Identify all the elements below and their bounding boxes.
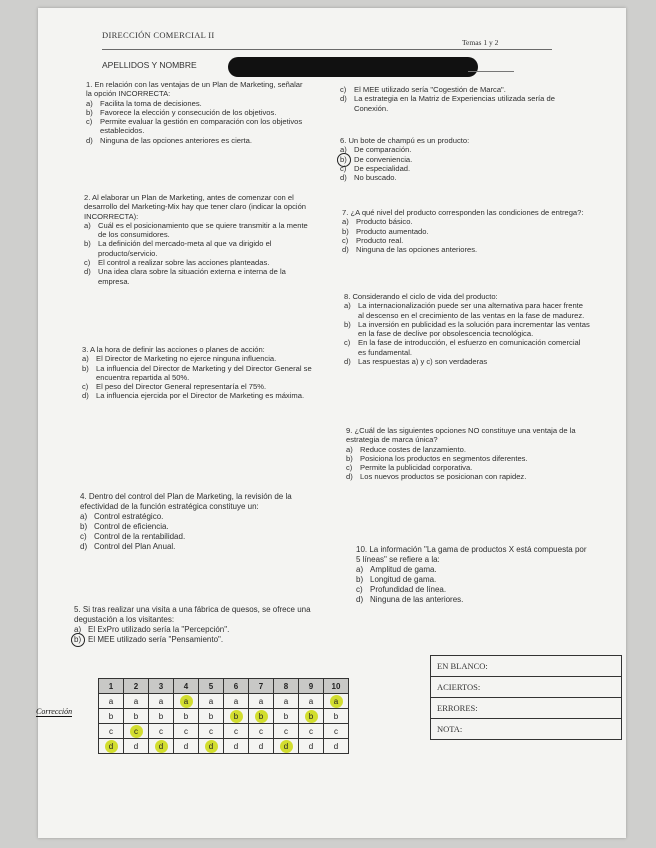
question-number: 1	[99, 679, 124, 694]
error-count-field[interactable]: ERRORES:	[431, 698, 622, 719]
option-c[interactable]: c) El peso del Director General representaría el 75%.	[82, 382, 267, 392]
option-d[interactable]: d) Control del Plan Anual.	[80, 542, 176, 551]
answer-cell[interactable]: d	[174, 739, 199, 754]
option-a[interactable]: a) Reduce costes de lanzamiento.	[346, 444, 466, 454]
answer-cell-selected[interactable]: d	[149, 739, 174, 754]
question-10	[356, 545, 592, 605]
question-number: 8	[274, 679, 299, 694]
name-line	[468, 71, 514, 72]
answer-cell[interactable]: b	[324, 709, 349, 724]
answer-cell[interactable]: c	[249, 724, 274, 739]
question-stem: 2. Al elaborar un Plan de Marketing, antes de comenzar con el desarrollo del Marketing-Mix hay que tener claro (indicar la opción INCORRECTA):	[84, 193, 307, 221]
answer-row-a	[99, 694, 349, 709]
option-a[interactable]: a) Producto básico.	[342, 217, 413, 227]
option-c[interactable]: c) El control a realizar sobre las acciones planteadas.	[84, 258, 270, 268]
answer-cell[interactable]: c	[174, 724, 199, 739]
exam-sheet	[38, 8, 626, 838]
question-5-continued	[340, 85, 590, 113]
option-b[interactable]: b) El MEE utilizado sería "Pensamiento".	[74, 635, 318, 645]
answer-row-c	[99, 724, 349, 739]
answer-cell[interactable]: a	[299, 694, 324, 709]
option-a[interactable]: a) La internacionalización puede ser una alternativa para hacer frente al descenso en el crecimiento de las ventas en la fase de madurez.	[344, 301, 585, 320]
answer-cell[interactable]: a	[249, 694, 274, 709]
option-d[interactable]: d) Ninguna de las anteriores.	[356, 595, 464, 604]
option-c[interactable]: c) Producto real.	[342, 235, 404, 245]
answer-cell-selected[interactable]: b	[249, 709, 274, 724]
option-b[interactable]: b) De conveniencia.	[340, 155, 590, 164]
question-3	[82, 345, 314, 401]
answer-cell-selected[interactable]: d	[199, 739, 224, 754]
question-number: 5	[199, 679, 224, 694]
question-number: 4	[174, 679, 199, 694]
question-stem: 10. La información "La gama de productos X está compuesta por 5 líneas" se refiere a la:	[356, 545, 587, 564]
question-number: 6	[224, 679, 249, 694]
question-number: 10	[324, 679, 349, 694]
option-b[interactable]: b) Producto aumentado.	[342, 226, 429, 236]
answer-cell-selected[interactable]: d	[99, 739, 124, 754]
answer-cell-selected[interactable]: a	[324, 694, 349, 709]
answer-cell[interactable]: c	[149, 724, 174, 739]
redacted-name	[228, 57, 478, 77]
option-c[interactable]: c) Profundidad de línea.	[356, 585, 447, 594]
answer-cell[interactable]: a	[124, 694, 149, 709]
question-7	[342, 208, 590, 254]
answer-cell[interactable]: b	[124, 709, 149, 724]
blank-count-field[interactable]: EN BLANCO:	[431, 656, 622, 677]
option-b[interactable]: b) La influencia del Director de Marketing y del Director General se encuentra repartida al 50%.	[82, 363, 312, 382]
option-d[interactable]: d) Las respuestas a) y c) son verdaderas	[344, 357, 488, 367]
option-b[interactable]: b) Posiciona los productos en segmentos diferentes.	[346, 453, 528, 463]
answer-cell[interactable]: b	[149, 709, 174, 724]
option-c[interactable]: c) Control de la rentabilidad.	[80, 532, 186, 541]
answer-cell[interactable]: c	[224, 724, 249, 739]
answer-cell[interactable]: a	[99, 694, 124, 709]
answer-cell-selected[interactable]: b	[299, 709, 324, 724]
option-d[interactable]: d) Una idea clara sobre la situación externa e interna de la empresa.	[84, 267, 286, 286]
option-a[interactable]: a) El Director de Marketing no ejerce ninguna influencia.	[82, 354, 277, 364]
option-b[interactable]: b) Longitud de gama.	[356, 575, 437, 584]
question-9	[346, 426, 590, 482]
answer-cell[interactable]: a	[149, 694, 174, 709]
answer-cell[interactable]: d	[124, 739, 149, 754]
question-4	[80, 492, 316, 552]
option-c[interactable]: c) De especialidad.	[340, 163, 411, 173]
option-d[interactable]: d) La influencia ejercida por el Director de Marketing es máxima.	[82, 391, 305, 401]
answer-cell[interactable]: a	[224, 694, 249, 709]
option-d[interactable]: d) La estrategia en la Matriz de Experiencias utilizada sería de Conexión.	[340, 94, 555, 113]
answer-cell[interactable]: c	[324, 724, 349, 739]
answer-cell-selected[interactable]: b	[224, 709, 249, 724]
answer-cell[interactable]: d	[324, 739, 349, 754]
score-box	[430, 655, 622, 740]
header-divider	[102, 49, 552, 50]
answer-cell[interactable]: b	[274, 709, 299, 724]
answer-cell[interactable]: d	[249, 739, 274, 754]
option-c[interactable]: c) En la fase de introducción, el esfuerzo en comunicación comercial es fundamental.	[344, 338, 581, 357]
option-a[interactable]: a) El ExPro utilizado sería la "Percepción".	[74, 625, 230, 634]
answer-cell-selected[interactable]: a	[174, 694, 199, 709]
question-stem: 5. Si tras realizar una visita a una fábrica de quesos, se ofrece una degustación a los visitantes:	[74, 605, 311, 624]
option-b[interactable]: b) La inversión en publicidad es la solución para incrementar las ventas en la fase de declive por obsolescencia tecnológica.	[344, 319, 590, 339]
answer-grid-header	[99, 679, 349, 694]
question-stem: 3. A la hora de definir las acciones o planes de acción:	[82, 345, 265, 354]
question-number: 9	[299, 679, 324, 694]
option-d[interactable]: d) Ninguna de las opciones anteriores.	[342, 245, 478, 255]
option-c[interactable]: c) Permite la publicidad corporativa.	[346, 463, 473, 473]
name-label: APELLIDOS Y NOMBRE	[102, 60, 197, 70]
option-d[interactable]: d) Ninguna de las opciones anteriores es cierta.	[86, 135, 252, 145]
answer-cell[interactable]: b	[174, 709, 199, 724]
answer-cell[interactable]: c	[299, 724, 324, 739]
option-a[interactable]: a) Control estratégico.	[80, 512, 164, 521]
question-number: 3	[149, 679, 174, 694]
correct-count-field[interactable]: ACIERTOS:	[431, 677, 622, 698]
question-number: 7	[249, 679, 274, 694]
course-title: DIRECCIÓN COMERCIAL II	[102, 30, 215, 40]
question-stem: 9. ¿Cuál de las siguientes opciones NO constituye una ventaja de la estrategia de marca única?	[346, 426, 576, 445]
answer-cell-selected[interactable]: c	[124, 724, 149, 739]
option-c[interactable]: c) El MEE utilizado sería "Cogestión de Marca".	[340, 85, 506, 94]
question-6	[340, 136, 590, 182]
answer-row-d	[99, 739, 349, 754]
answer-grid	[98, 678, 349, 754]
answer-cell[interactable]: b	[99, 709, 124, 724]
grade-field[interactable]: NOTA:	[431, 719, 622, 740]
option-a[interactable]: a) Cuál es el posicionamiento que se quiere transmitir a la mente de los consumidores.	[84, 220, 308, 240]
answer-cell[interactable]: d	[299, 739, 324, 754]
option-d[interactable]: d) Los nuevos productos se posicionan con rapidez.	[346, 472, 527, 482]
question-stem: 7. ¿A qué nivel del producto corresponden las condiciones de entrega?:	[342, 208, 584, 217]
question-1	[86, 80, 310, 145]
answer-cell[interactable]: c	[199, 724, 224, 739]
question-stem: 6. Un bote de champú es un producto:	[340, 136, 470, 145]
answer-cell[interactable]: b	[199, 709, 224, 724]
selected-mark-icon	[71, 633, 85, 647]
answer-cell[interactable]: d	[224, 739, 249, 754]
answer-cell[interactable]: c	[274, 724, 299, 739]
question-stem: 4. Dentro del control del Plan de Marketing, la revisión de la efectividad de la función estratégica constituye un:	[80, 492, 292, 511]
option-b[interactable]: b) Control de eficiencia.	[80, 522, 169, 531]
option-d[interactable]: d) No buscado.	[340, 173, 397, 183]
question-stem: 8. Considerando el ciclo de vida del producto:	[344, 292, 498, 301]
answer-row-b	[99, 709, 349, 724]
option-a[interactable]: a) Amplitud de gama.	[356, 565, 437, 574]
question-stem: 1. En relación con las ventajas de un Plan de Marketing, señalar la opción INCORRECTA:	[86, 80, 303, 99]
topics-label: Temas 1 y 2	[462, 38, 499, 47]
question-8	[344, 292, 590, 366]
correction-label: Corrección	[36, 707, 73, 716]
question-number: 2	[124, 679, 149, 694]
answer-cell[interactable]: a	[199, 694, 224, 709]
answer-cell[interactable]: a	[274, 694, 299, 709]
answer-cell[interactable]: c	[99, 724, 124, 739]
option-b[interactable]: b) La definición del mercado-meta al que va dirigido el producto/servicio.	[84, 239, 272, 258]
answer-cell-selected[interactable]: d	[274, 739, 299, 754]
option-c[interactable]: c) Permite evaluar la gestión en comparación con los objetivos establecidos.	[86, 117, 303, 136]
option-a[interactable]: a) Facilita la toma de decisiones.	[86, 98, 202, 108]
question-2	[84, 193, 312, 286]
question-5	[74, 605, 318, 645]
option-a[interactable]: a) De comparación.	[340, 145, 412, 155]
option-b[interactable]: b) Favorece la elección y consecución de los objetivos.	[86, 107, 277, 117]
